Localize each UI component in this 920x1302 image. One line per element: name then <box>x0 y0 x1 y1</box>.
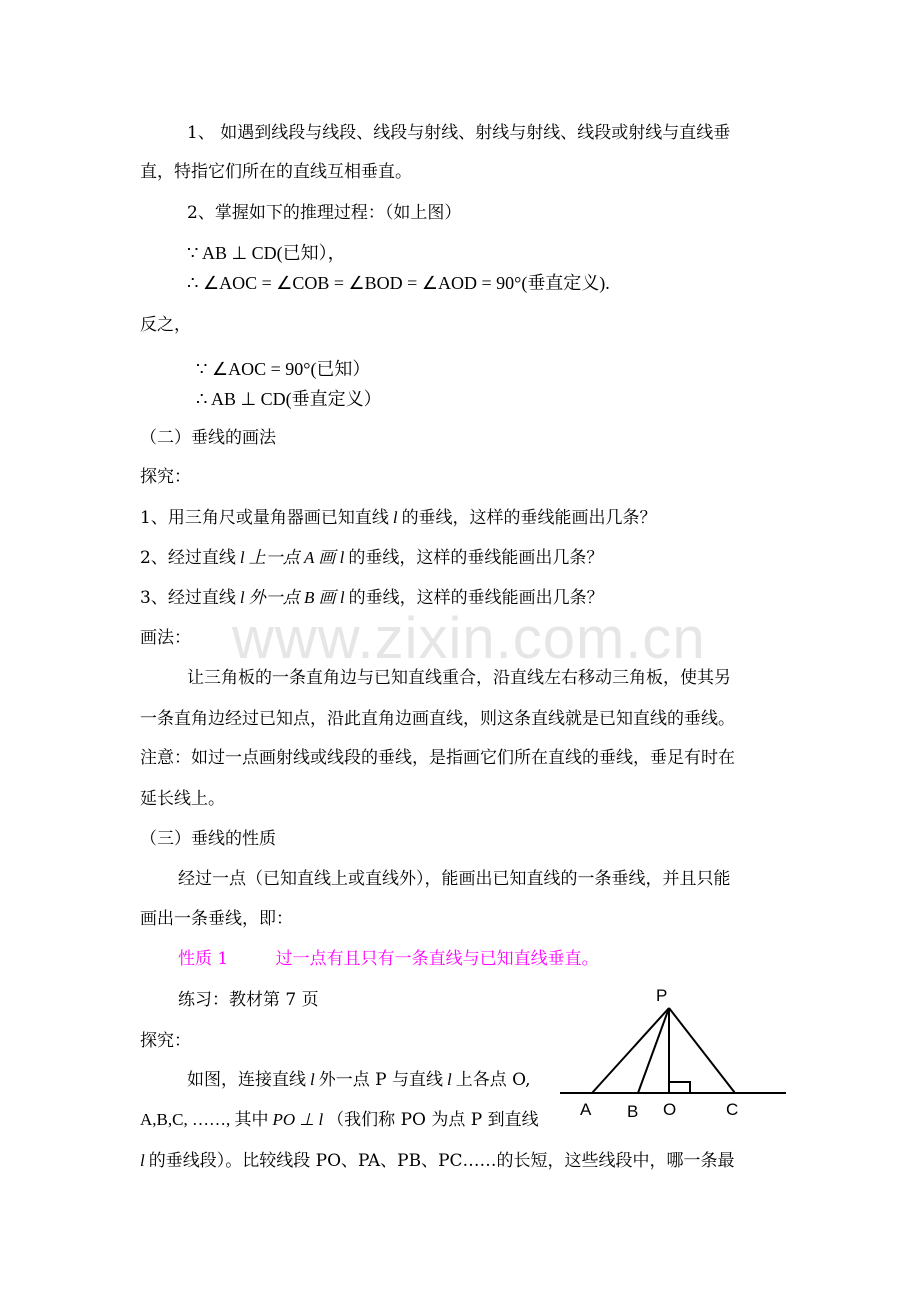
note-line1: 注意：如过一点画射线或线段的垂线，是指画它们所在直线的垂线，垂足有时在 <box>140 748 735 768</box>
property-intro-line1: 经过一点（已知直线上或直线外），能画出已知直线的一条垂线，并且只能 <box>178 869 731 889</box>
figure-text-line3: l 的垂线段）。比较线段 PO、PA、PB、PC……的长短，这些线段中，哪一条最 <box>140 1151 735 1171</box>
label-P: P <box>656 986 668 1005</box>
label-C: C <box>726 1100 739 1119</box>
section2-heading: （二）垂线的画法 <box>140 428 276 448</box>
exercise: 练习：教材第 7 页 <box>178 990 319 1010</box>
right-angle-mark <box>669 1082 690 1093</box>
segment-PA <box>592 1008 669 1093</box>
proof2-line1: ∵ ∠AOC = 90°(已知） <box>196 359 371 379</box>
proof2-line2: ∴ AB ⊥ CD(垂直定义） <box>196 389 382 409</box>
section3-heading: （三）垂线的性质 <box>140 829 276 849</box>
perpendicular-figure <box>552 982 812 1122</box>
method-label: 画法： <box>140 628 191 648</box>
segment-PB <box>638 1008 669 1093</box>
proof1-line1: ∵ AB ⊥ CD(已知）， <box>187 243 346 263</box>
figure-text-line2: A,B,C, ……, 其中 PO ⊥ l （我们称 PO 为点 P 到直线 <box>140 1110 539 1130</box>
property-1 <box>178 948 599 970</box>
rule1-line1: 1、 如遇到线段与线段、线段与射线、射线与射线、线段或射线与直线垂 <box>187 123 731 143</box>
method-line1: 让三角板的一条直角边与已知直线重合，沿直线左右移动三角板，使其另 <box>187 668 731 688</box>
label-A: A <box>580 1100 592 1119</box>
rule2: 2、掌握如下的推理过程：（如上图） <box>187 203 462 223</box>
proof1-line2: ∴ ∠AOC = ∠COB = ∠BOD = ∠AOD = 90°(垂直定义). <box>187 273 610 293</box>
question-3: 3、经过直线 l 外一点 B 画 l 的垂线，这样的垂线能画出几条？ <box>140 588 604 608</box>
property-1-label: 性质 1 <box>178 949 229 969</box>
method-line2: 一条直角边经过已知点，沿此直角边画直线，则这条直线就是已知直线的垂线。 <box>140 709 735 729</box>
label-B: B <box>627 1102 639 1121</box>
property-1-text: 过一点有且只有一条直线与已知直线垂直。 <box>275 949 599 969</box>
note-line2: 延长线上。 <box>140 789 225 809</box>
rule1-line2: 直，特指它们所在的直线互相垂直。 <box>140 162 412 182</box>
question-2: 2、经过直线 l 上一点 A 画 l 的垂线，这样的垂线能画出几条？ <box>140 548 604 568</box>
explore1-label: 探究： <box>140 467 191 487</box>
watermark: www.zixin.com.cn <box>232 606 706 671</box>
figure-text-line1: 如图，连接直线 l 外一点 P 与直线 l 上各点 O, <box>187 1070 531 1090</box>
segment-PC <box>669 1008 735 1093</box>
question-1: 1、用三角尺或量角器画已知直线 l 的垂线，这样的垂线能画出几条？ <box>140 508 657 528</box>
label-O: O <box>663 1100 677 1119</box>
converse-label: 反之， <box>140 315 191 335</box>
property-intro-line2: 画出一条垂线，即： <box>140 909 293 929</box>
explore2-label: 探究： <box>140 1031 191 1051</box>
